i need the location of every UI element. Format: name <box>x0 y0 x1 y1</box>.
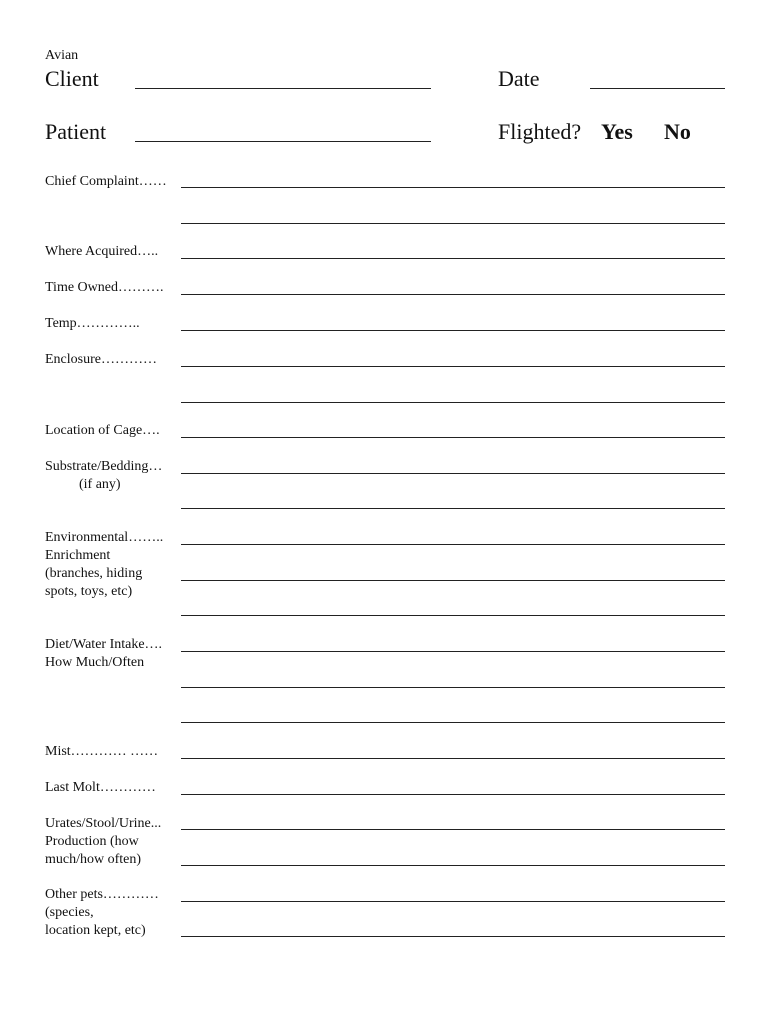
where-acquired-line[interactable] <box>181 258 725 259</box>
temp-label: Temp………….. <box>45 316 140 331</box>
last-molt-line[interactable] <box>181 794 725 795</box>
time-owned-label: Time Owned………. <box>45 280 164 295</box>
last-molt-label: Last Molt………… <box>45 780 156 795</box>
enclosure-label: Enclosure………… <box>45 352 157 367</box>
mist-line[interactable] <box>181 758 725 759</box>
other-pets-line-1[interactable] <box>181 901 725 902</box>
diet-label: Diet/Water Intake…. <box>45 637 163 652</box>
chief-complaint-line-1[interactable] <box>181 187 725 188</box>
enclosure-line-2[interactable] <box>181 402 725 403</box>
diet-line-2[interactable] <box>181 687 725 688</box>
date-field[interactable] <box>590 88 725 89</box>
flighted-no-option[interactable]: No <box>664 119 691 144</box>
diet-line-1[interactable] <box>181 651 725 652</box>
other-pets-label-3: location kept, etc) <box>45 923 146 938</box>
patient-field[interactable] <box>135 141 431 142</box>
client-label: Client <box>45 66 99 91</box>
environmental-line-1[interactable] <box>181 544 725 545</box>
urates-line-2[interactable] <box>181 865 725 866</box>
substrate-line-1[interactable] <box>181 473 725 474</box>
temp-line[interactable] <box>181 330 725 331</box>
flighted-yes-option[interactable]: Yes <box>601 119 633 144</box>
client-field[interactable] <box>135 88 431 89</box>
environmental-label-3: (branches, hiding <box>45 566 143 581</box>
chief-complaint-line-2[interactable] <box>181 223 725 224</box>
form-category-label: Avian <box>45 48 79 63</box>
other-pets-label-2: (species, <box>45 905 94 920</box>
date-label: Date <box>498 66 540 91</box>
environmental-line-3[interactable] <box>181 615 725 616</box>
environmental-label-2: Enrichment <box>45 548 111 563</box>
diet-label-2: How Much/Often <box>45 655 145 670</box>
urates-label-2: Production (how <box>45 834 139 849</box>
other-pets-label: Other pets………… <box>45 887 159 902</box>
chief-complaint-label: Chief Complaint…… <box>45 174 167 189</box>
substrate-line-2[interactable] <box>181 508 725 509</box>
diet-line-3[interactable] <box>181 722 725 723</box>
environmental-label: Environmental…….. <box>45 530 164 545</box>
substrate-note: (if any) <box>79 477 121 492</box>
environmental-line-2[interactable] <box>181 580 725 581</box>
location-of-cage-line[interactable] <box>181 437 725 438</box>
enclosure-line-1[interactable] <box>181 366 725 367</box>
urates-label: Urates/Stool/Urine... <box>45 816 162 831</box>
time-owned-line[interactable] <box>181 294 725 295</box>
urates-label-3: much/how often) <box>45 852 142 867</box>
flighted-label: Flighted? <box>498 119 582 144</box>
substrate-label: Substrate/Bedding… <box>45 459 163 474</box>
location-of-cage-label: Location of Cage…. <box>45 423 160 438</box>
other-pets-line-2[interactable] <box>181 936 725 937</box>
mist-label: Mist………… …… <box>45 744 159 759</box>
urates-line-1[interactable] <box>181 829 725 830</box>
patient-label: Patient <box>45 119 107 144</box>
environmental-label-4: spots, toys, etc) <box>45 584 133 599</box>
where-acquired-label: Where Acquired….. <box>45 244 159 259</box>
